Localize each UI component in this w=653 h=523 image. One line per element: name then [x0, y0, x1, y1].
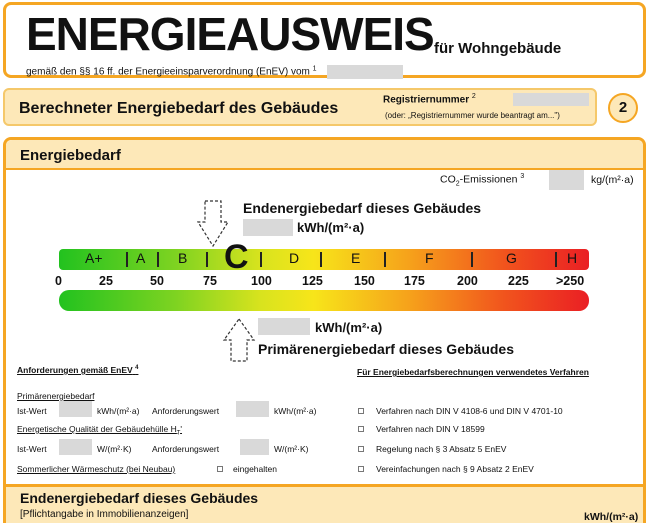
anf-label: Anforderungswert — [152, 406, 220, 416]
envelope-heading-tail: ' — [180, 424, 183, 434]
summer-protection-value: eingehalten — [233, 464, 277, 474]
scale-tick: 225 — [508, 274, 529, 288]
scale-tick: 75 — [203, 274, 217, 288]
method-item: Verfahren nach DIN V 4108-6 und DIN V 4701-10 — [376, 406, 563, 416]
class-separator — [555, 252, 557, 267]
registration-number-field[interactable] — [513, 93, 589, 106]
ist-envelope-field[interactable] — [59, 439, 92, 455]
method-checkbox[interactable] — [358, 446, 364, 452]
class-label: E — [351, 250, 361, 266]
class-separator — [384, 252, 386, 267]
method-item: Verfahren nach DIN V 18599 — [376, 424, 485, 434]
class-label: A+ — [85, 250, 103, 266]
document-title: ENERGIEAUSWEIS — [26, 8, 434, 60]
end-energy-unit: kWh/(m²·a) — [297, 220, 365, 235]
primary-energy-label: Primärenergiebedarf dieses Gebäudes — [258, 341, 514, 357]
header-panel — [3, 2, 646, 78]
class-separator — [471, 252, 473, 267]
class-separator — [320, 252, 322, 267]
page-number-badge: 2 — [608, 93, 638, 123]
class-label: H — [567, 250, 578, 266]
anf-envelope-field[interactable] — [240, 439, 269, 455]
requirements-footnote: 4 — [135, 365, 139, 372]
method-item: Vereinfachungen nach § 9 Absatz 2 EnEV — [376, 464, 534, 474]
anf-unit: kWh/(m²·a) — [274, 406, 317, 416]
co2-label — [440, 173, 524, 188]
date-field[interactable] — [327, 65, 403, 79]
class-separator — [260, 252, 262, 267]
class-separator — [206, 252, 208, 267]
anf-value-field[interactable] — [236, 401, 269, 417]
co2-footnote: 3 — [520, 173, 525, 180]
scale-tick: >250 — [556, 274, 585, 288]
registration-footnote: 2 — [471, 93, 476, 100]
envelope-heading-text: Energetische Qualität der Gebäudehülle H — [17, 424, 177, 434]
footer-subtitle: [Pflichtangabe in Immobilienanzeigen] — [20, 509, 189, 520]
ist-envelope-unit: W/(m²·K) — [97, 444, 132, 454]
registration-label-text: Registriernummer — [383, 94, 470, 106]
method-checkbox[interactable] — [358, 426, 364, 432]
energy-panel-title: Energiebedarf — [20, 147, 121, 164]
scale-tick: 125 — [302, 274, 323, 288]
scale-tick: 25 — [99, 274, 113, 288]
anf-label: Anforderungswert — [152, 444, 220, 454]
co2-label-post: -Emissionen — [459, 173, 518, 186]
footer-title: Endenergiebedarf dieses Gebäudes — [20, 490, 259, 506]
energy-panel-header — [6, 140, 643, 170]
envelope-heading — [17, 424, 182, 437]
requirements-heading — [17, 365, 138, 375]
section-title: Berechneter Energiebedarf des Gebäudes — [19, 100, 339, 117]
primary-energy-unit: kWh/(m²·a) — [315, 320, 383, 335]
registration-note: (oder: „Registriernummer wurde beantragt am...") — [385, 111, 560, 120]
end-energy-label: Endenergiebedarf dieses Gebäudes — [243, 200, 482, 216]
summer-protection-checkbox[interactable] — [217, 466, 223, 472]
co2-label-pre: CO — [440, 173, 456, 186]
law-reference-text: gemäß den §§ 16 ff. der Energieeinsparverordnung (EnEV) vom — [26, 66, 310, 78]
envelope-heading-sub: T — [176, 430, 181, 437]
ist-label: Ist-Wert — [17, 444, 47, 454]
ist-label: Ist-Wert — [17, 406, 47, 416]
footer-unit: kWh/(m²·a) — [584, 511, 639, 523]
footer-panel — [3, 484, 646, 523]
scale-tick: 175 — [404, 274, 425, 288]
efficiency-class-marker: C — [224, 238, 249, 276]
class-label: B — [178, 250, 188, 266]
primary-energy-value-field[interactable] — [258, 318, 310, 335]
document-subtitle: für Wohngebäude — [434, 40, 562, 57]
section-bar — [3, 88, 597, 126]
scale-tick: 100 — [251, 274, 272, 288]
primary-energy-heading: Primärenergiebedarf — [17, 391, 95, 401]
co2-unit: kg/(m²·a) — [591, 174, 634, 186]
law-reference — [26, 65, 403, 79]
method-checkbox[interactable] — [358, 466, 364, 472]
scale-tick: 200 — [457, 274, 478, 288]
law-footnote: 1 — [312, 65, 317, 73]
methods-heading: Für Energiebedarfsberechnungen verwendetes Verfahren — [357, 367, 589, 377]
class-separator — [126, 252, 128, 267]
ist-value-field[interactable] — [59, 401, 92, 417]
end-energy-value-field[interactable] — [243, 219, 293, 236]
method-item: Regelung nach § 3 Absatz 5 EnEV — [376, 444, 507, 454]
registration-label — [383, 93, 476, 105]
efficiency-class-scale — [59, 249, 589, 270]
scale-tick: 0 — [55, 274, 62, 288]
summer-protection-label: Sommerlicher Wärmeschutz (bei Neubau) — [17, 464, 176, 474]
class-label: A — [136, 250, 146, 266]
co2-label-sub: 2 — [455, 180, 460, 188]
co2-value-field[interactable] — [549, 170, 584, 190]
class-label: D — [289, 250, 300, 266]
ist-unit: kWh/(m²·a) — [97, 406, 140, 416]
class-label: F — [425, 250, 434, 266]
method-checkbox[interactable] — [358, 408, 364, 414]
scale-tick: 150 — [354, 274, 375, 288]
class-label: G — [506, 250, 517, 266]
requirements-heading-text: Anforderungen gemäß EnEV — [17, 365, 133, 375]
anf-envelope-unit: W/(m²·K) — [274, 444, 309, 454]
primary-energy-scale — [59, 290, 589, 311]
scale-tick: 50 — [150, 274, 164, 288]
class-separator — [157, 252, 159, 267]
primary-energy-arrow-icon — [222, 318, 256, 362]
